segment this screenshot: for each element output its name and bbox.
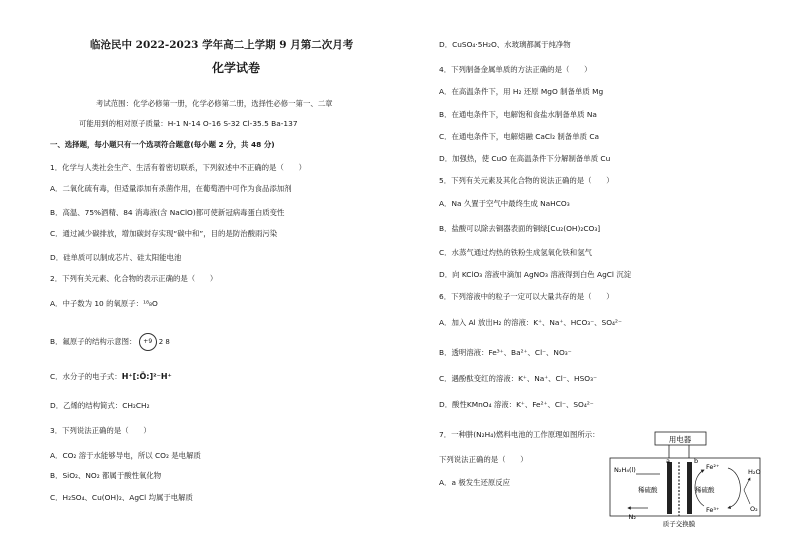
q3-option-c: C．H₂SO₄、Cu(OH)₂、AgCl 均属于电解质 xyxy=(50,493,193,502)
q1-option-d: D．硅单质可以制成芯片、硅太阳能电池 xyxy=(50,253,182,262)
q5-option-a: A．Na 久置于空气中最终生成 NaHCO₃ xyxy=(439,199,570,208)
q3-stem: 3．下列说法正确的是（ ） xyxy=(50,426,151,435)
device-label: 用电器 xyxy=(668,435,692,444)
membrane-label: 质子交换膜 xyxy=(662,520,696,528)
q6-option-a: A．加入 Al 放出H₂ 的溶液：K⁺、Na⁺、HCO₃⁻、SO₄²⁻ xyxy=(439,318,622,327)
fuel-cell-diagram xyxy=(608,428,778,528)
q2-option-d: D．乙烯的结构简式：CH₂CH₂ xyxy=(50,401,150,410)
q2-option-a-formula: ¹⁸₈O xyxy=(143,299,158,308)
exam-scope: 考试范围：化学必修第一册，化学必修第二册，选择性必修一第一、二章 xyxy=(96,99,333,108)
q2-option-b-text: B．氟原子的结构示意图： xyxy=(50,337,137,346)
q7-stem: 7．一种肼(N₂H₄)燃料电池的工作原理如图所示： xyxy=(439,430,600,439)
q4-option-b: B．在通电条件下，电解饱和食盐水制备单质 Na xyxy=(439,110,597,119)
q4-stem: 4．下列制备金属单质的方法正确的是（ ） xyxy=(439,65,592,74)
q1-option-c: C．通过减少碳排放，增加碳封存实现“碳中和”，目的是防治酸雨污染 xyxy=(50,229,278,238)
electrode-a xyxy=(667,462,672,514)
q6-stem: 6．下列溶液中的粒子一定可以大量共存的是（ ） xyxy=(439,292,614,301)
q4-option-d: D．加强热，使 CuO 在高温条件下分解制备单质 Cu xyxy=(439,154,611,163)
o2-label: O₂ xyxy=(750,505,758,513)
q2-option-a-text: A．中子数为 10 的氧原子： xyxy=(50,299,144,308)
q1-option-a: A．二氧化硫有毒，但适量添加有杀菌作用，在葡萄酒中可作为食品添加剂 xyxy=(50,184,292,193)
atomic-masses: 可能用到的相对原子质量：H-1 N-14 O-16 S-32 Cl-35.5 Ba-137 xyxy=(79,119,298,128)
q7-sub: 下列说法正确的是（ ） xyxy=(439,455,528,464)
q1-option-b: B．高温、75%酒精、84 消毒液(含 NaClO)都可使新冠病毒蛋白质变性 xyxy=(50,208,285,217)
q7-option-a: A．a 极发生还原反应 xyxy=(439,478,511,487)
q2-option-b xyxy=(50,333,170,351)
q2-option-c xyxy=(50,372,172,382)
q5-stem: 5．下列有关元素及其化合物的说法正确的是（ ） xyxy=(439,176,614,185)
electrode-a-label: a xyxy=(666,457,670,465)
q4-option-a: A．在高温条件下，用 H₂ 还原 MgO 制备单质 Mg xyxy=(439,87,604,96)
q5-option-d: D．向 KClO₃ 溶液中滴加 AgNO₃ 溶液得到白色 AgCl 沉淀 xyxy=(439,270,632,279)
h2o-label: H₂O xyxy=(748,468,761,476)
q6-option-c: C．遇酚酞变红的溶液：K⁺、Na⁺、Cl⁻、HSO₃⁻ xyxy=(439,374,597,383)
q6-option-d: D．酸性KMnO₄ 溶液：K⁺、Fe²⁺、Cl⁻、SO₄²⁻ xyxy=(439,400,594,409)
fluorine-nucleus: +9 xyxy=(139,333,157,351)
section-heading: 一、选择题，每小题只有一个选项符合题意(每小题 2 分，共 48 分) xyxy=(50,140,275,149)
q2-option-c-text: C．水分子的电子式： xyxy=(50,372,122,381)
q4-option-c: C．在通电条件下，电解熔融 CaCl₂ 制备单质 Ca xyxy=(439,132,600,141)
q2-option-a xyxy=(50,299,158,309)
electrolyte-right: 稀硫酸 xyxy=(695,486,715,494)
fluorine-shells: 2 8 xyxy=(158,338,170,346)
q5-option-c: C．水蒸气通过灼热的铁粉生成氢氧化铁和氢气 xyxy=(439,248,592,257)
q1-stem: 1．化学与人类社会生产、生活有着密切联系，下列叙述中不正确的是（ ） xyxy=(50,163,306,172)
electrolyte-left: 稀硫酸 xyxy=(638,486,658,494)
n2-label: N₂ xyxy=(628,513,636,521)
q2-stem: 2．下列有关元素、化合物的表示正确的是（ ） xyxy=(50,274,218,283)
fe3-label: Fe³⁺ xyxy=(706,506,720,514)
exam-title: 临沧民中 2022-2023 学年高二上学期 9 月第二次月考 xyxy=(90,39,354,51)
electrode-b-label: b xyxy=(694,457,699,465)
q3-option-a: A．CO₂ 溶于水能够导电，所以 CO₂ 是电解质 xyxy=(50,451,201,460)
exam-subtitle: 化学试卷 xyxy=(212,61,261,75)
water-electron-formula: H⁺[:Ö:]²⁻H⁺ xyxy=(121,372,172,381)
q3-option-d: D．CuSO₄·5H₂O、水玻璃都属于纯净物 xyxy=(439,40,571,49)
q3-option-b: B．SiO₂、NO₂ 都属于酸性氧化物 xyxy=(50,471,162,480)
fe2-label: Fe²⁺ xyxy=(706,463,720,471)
n2h4-label: N₂H₄(l) xyxy=(614,466,636,474)
q5-option-b: B．盐酸可以除去铜器表面的铜绿[Cu₂(OH)₂CO₃] xyxy=(439,224,601,233)
electrode-b xyxy=(687,462,692,514)
q6-option-b: B．透明溶液：Fe³⁺、Ba²⁺、Cl⁻、NO₃⁻ xyxy=(439,348,572,357)
